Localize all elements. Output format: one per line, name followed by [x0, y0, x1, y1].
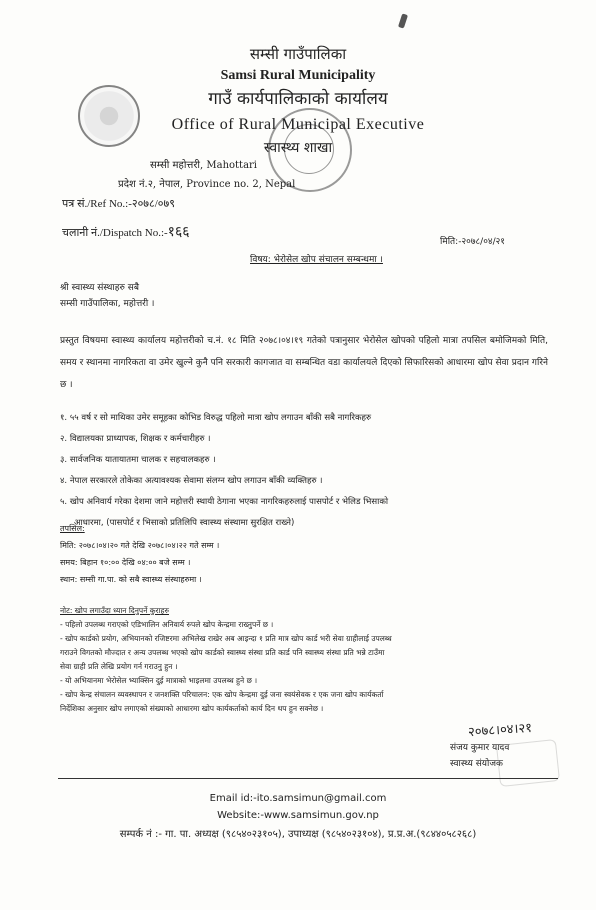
reference-value: २०७८/०७९	[131, 198, 175, 210]
notes-title: नोट: खोप लगाउँदा ध्यान दिनुपर्ने कुराहरु	[60, 606, 169, 615]
letter-body: प्रस्तुत विषयमा स्वास्थ्य कार्यालय महोत्तरीको च.नं. १८ मिति २०७८।०४।१९ गतेको पत्रानुसार भेरोसेल खोपको पहिलो मात्रा तपसिल बमोजिमको मिति, समय र स्थानमा नागरिकता वा उमेर खुल्ने कुनै पनि सरकारी कागजात वा सम्बन्धित वडा कार्यालयले दिएको सिफारिसको आधारमा खोप सेवा प्रदान गरिने छ ।	[60, 336, 548, 390]
dispatch-number	[62, 222, 190, 241]
schedule-heading: तपसिल:	[60, 524, 85, 533]
note-line: - खोप कार्डको प्रयोग, अभियानको रजिष्टरमा अभिलेख राखेर अब आइन्दा १ प्रति मात्र खोप कार्ड भरी सेवा ग्राहीलाई उपलब्ध	[60, 634, 392, 643]
pen-mark	[398, 13, 408, 28]
section-name: स्वास्थ्य शाखा	[263, 140, 333, 156]
list-item: ३. सार्वजनिक यातायातमा चालक र सहचालकहरु ।	[60, 455, 216, 465]
note-line: - खोप केन्द्र संचालन व्यवस्थापन र जनशक्ति परिचालन: एक खोप केन्द्रमा दुई जना स्वयंसेवक र एक जना खोप कार्यकर्ता	[60, 690, 384, 699]
footer-email: Email id:-ito.samsimun@gmail.com	[209, 793, 387, 804]
recipient-line-2: सम्सी गाउँपालिका, महोत्तरी ।	[60, 299, 155, 309]
schedule-time: समय: बिहान १०:०० देखि ०४:०० बजे सम्म ।	[60, 558, 191, 567]
signatory-stamp	[496, 739, 560, 787]
list-item: १. ५५ वर्ष र सो माथिका उमेर समूहका कोभिड विरुद्ध पहिलो मात्रा खोप लगाउन बाँकी सबै नागरिकहरु	[60, 413, 372, 423]
schedule-place: स्थान: सम्सी गा.पा. को सबै स्वास्थ्य संस्थाहरुमा ।	[60, 575, 202, 584]
municipality-name-nepali: सम्सी गाउँपालिका	[249, 45, 347, 63]
signatory-name: संजय कुमार यादव	[450, 743, 510, 753]
municipality-name-english: Samsi Rural Municipality	[220, 68, 376, 83]
dispatch-label: चलानी नं./Dispatch No.:-	[62, 227, 168, 239]
address-line: सम्सी महोत्तरी, Mahottari	[150, 160, 258, 171]
recipient-line-1: श्री स्वास्थ्य संस्थाहरु सबै	[60, 283, 140, 293]
list-item: २. विद्यालयका प्राध्यापक, शिक्षक र कर्मचारीहरु ।	[60, 434, 211, 444]
province-line: प्रदेश नं.२, नेपाल, Province no. 2, Nepal	[118, 179, 296, 190]
office-name-nepali: गाउँ कार्यपालिकाको कार्यालय	[208, 89, 388, 109]
office-name-english: Office of Rural Municipal Executive	[171, 116, 425, 133]
reference-label: पत्र सं./Ref No.:-	[62, 198, 132, 210]
note-line: - पहिलो उपलब्ध गराएको एडिभालिन अनिवार्य रुपले खोप केन्द्रमा राख्नुपर्ने छ ।	[60, 620, 274, 629]
letter-subject: विषय: भेरोसेल खोप संचालन सम्बन्धमा ।	[250, 255, 383, 265]
notes-block	[60, 604, 548, 716]
footer-contact: सम्पर्क नं :- गा. पा. अध्यक्ष (९८५४०२३१०५), उपाध्यक्ष (९८५४०२३१०४), प्र.प्र.अ.(९८४४०५८२६८)	[119, 829, 477, 840]
letter-date: मिति:-२०७८/०४/२१	[440, 237, 505, 247]
schedule-block	[60, 520, 219, 588]
signatory-title: स्वास्थ्य संयोजक	[450, 759, 503, 769]
note-line: गराउने विगतको मौज्दात र अन्य उपलब्ध भएको खोप कार्डको स्वास्थ्य संस्था प्रति कार्ड पनि स्वास्थ्य संस्था प्रति भन्ने टाउँमा	[60, 648, 385, 657]
note-line: सेवा ग्राही प्रति लेखि प्रयोग गर्न गराउनु हुन ।	[60, 662, 178, 671]
list-item: ५. खोप अनिवार्य गरेका देशमा जाने महोत्तरी स्थायी ठेगाना भएका नागरिकहरुलाई पासपोर्ट र भेलिड भिसाको	[60, 497, 389, 507]
schedule-date: मिति: २०७८।०४।२० गते देखि २०७८।०४।२२ गते सम्म ।	[60, 541, 220, 550]
footer-website: Website:-www.samsimun.gov.np	[217, 810, 379, 821]
eligibility-list	[60, 408, 388, 534]
note-line: निर्देशिका अनुसार खोप लगाएको संख्याको आधारमा खोप कार्यकर्ताको कार्य दिन थप हुन सक्नेछ ।	[60, 704, 324, 713]
footer-divider	[58, 778, 558, 779]
signature-date: २०७८।०४।२१	[467, 720, 533, 741]
reference-number	[62, 196, 175, 211]
list-item: आधारमा, (पासपोर्ट र भिसाको प्रतिलिपि स्वास्थ्य संस्थामा सुरक्षित राख्ने)	[74, 518, 295, 528]
dispatch-value: १६६	[167, 224, 190, 240]
list-item: ४. नेपाल सरकारले तोकेका अत्यावश्यक सेवामा संलग्न खोप लगाउन बाँकी व्यक्तिहरु ।	[60, 476, 323, 486]
note-line: - यो अभियानमा भेरोसेल भ्याक्सिन दुई मात्राको भाइलमा उपलब्ध हुने छ ।	[60, 676, 258, 685]
